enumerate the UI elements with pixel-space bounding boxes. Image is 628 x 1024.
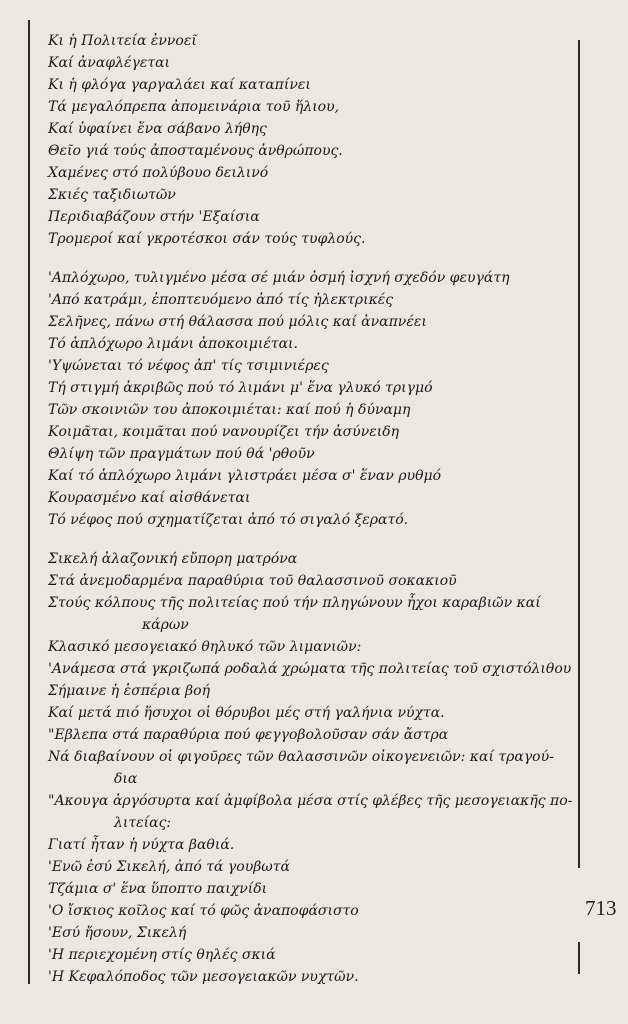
verse-line-continuation: κάρων: [142, 617, 189, 633]
right-margin-rule-upper: [578, 40, 580, 868]
verse-line: Νά διαβαίνουν οἱ φιγοῦρες τῶν θαλασσινῶν οἰκογενειῶν: καί τραγού-: [48, 749, 554, 765]
verse-line: Θλίψη τῶν πραγμάτων πού θά 'ρθοῦν: [48, 446, 315, 462]
verse-line: 'Ενῶ ἐσύ Σικελή, ἀπό τά γουβωτά: [48, 859, 290, 875]
verse-line: 'Η Κεφαλόποδος τῶν μεσογειακῶν νυχτῶν.: [48, 969, 359, 985]
poem-text: [48, 30, 576, 988]
verse-line-continuation: λιτείας:: [114, 815, 172, 831]
verse-line: Σελῆνες, πάνω στή θάλασσα πού μόλις καί ἀναπνέει: [48, 314, 427, 330]
verse-line: 'Απλόχωρο, τυλιγμένο μέσα σέ μιάν ὀσμή ἰσχνή σχεδόν φευγάτη: [48, 270, 510, 286]
verse-line: Χαμένες στό πολύβουο δειλινό: [48, 165, 269, 181]
verse-line: "Ακουγα ἀργόσυρτα καί ἀμφίβολα μέσα στίς φλέβες τῆς μεσογειακῆς πο-: [48, 793, 573, 809]
verse-line: Καί μετά πιό ἥσυχοι οἱ θόρυβοι μές στή γαλήνια νύχτα.: [48, 705, 445, 721]
stanza-1: [48, 30, 576, 250]
verse-line: 'Υψώνεται τό νέφος ἀπ' τίς τσιμινιέρες: [48, 358, 329, 374]
verse-line: Κι ἡ φλόγα γαργαλάει καί καταπίνει: [48, 77, 311, 93]
stanza-3: [48, 548, 576, 988]
verse-line: Κοιμᾶται, κοιμᾶται πού νανουρίζει τήν ἀσύνειδη: [48, 424, 400, 440]
verse-line: Σικελή ἀλαζονική εὔπορη ματρόνα: [48, 551, 298, 567]
verse-line: 'Ανάμεσα στά γκριζωπά ροδαλά χρώματα τῆς πολιτείας τοῦ σχιστόλιθου: [48, 661, 572, 677]
verse-line: Κλασικό μεσογειακό θηλυκό τῶν λιμανιῶν:: [48, 639, 362, 655]
verse-line-continuation: δια: [114, 771, 138, 787]
verse-line: 'Εσύ ἤσουν, Σικελή: [48, 925, 187, 941]
verse-line: Καί ὑφαίνει ἕνα σάβανο λήθης: [48, 121, 267, 137]
verse-line: Τά μεγαλόπρεπα ἀπομεινάρια τοῦ ἥλιου,: [48, 99, 340, 115]
verse-line: Σκιές ταξιδιωτῶν: [48, 187, 176, 203]
right-margin-rule-lower: [578, 942, 580, 974]
verse-line: Κουρασμένο καί αἰσθάνεται: [48, 490, 251, 506]
verse-line: 'Η περιεχομένη στίς θηλές σκιά: [48, 947, 276, 963]
stanza-2: [48, 267, 576, 531]
verse-line: "Εβλεπα στά παραθύρια πού φεγγοβολοῦσαν σάν ἄστρα: [48, 727, 449, 743]
verse-line: Κι ἡ Πολιτεία ἐννοεῖ: [48, 33, 197, 49]
verse-line: Γιατί ἦταν ἡ νύχτα βαθιά.: [48, 837, 235, 853]
verse-line: Τό νέφος πού σχηματίζεται ἀπό τό σιγαλό ξερατό.: [48, 512, 409, 528]
verse-line: Καί ἀναφλέγεται: [48, 55, 171, 71]
verse-line: Θεῖο γιά τούς ἀποσταμένους ἀνθρώπους.: [48, 143, 343, 159]
verse-line: Στούς κόλπους τῆς πολιτείας πού τήν πληγώνουν ἦχοι καραβιῶν καί: [48, 595, 541, 611]
verse-line: Τό ἁπλόχωρο λιμάνι ἀποκοιμιέται.: [48, 336, 298, 352]
verse-line: 'Από κατράμι, ἐποπτευόμενο ἀπό τίς ἠλεκτρικές: [48, 292, 394, 308]
left-margin-rule: [28, 20, 30, 984]
verse-line: Περιδιαβάζουν στήν 'Εξαίσια: [48, 209, 260, 225]
verse-line: Στά ἀνεμοδαρμένα παραθύρια τοῦ θαλασσινοῦ σοκακιοῦ: [48, 573, 457, 589]
verse-line: Σήμαινε ἡ ἑσπέρια βοή: [48, 683, 210, 699]
verse-line: 'Ο ἴσκιος κοῖλος καί τό φῶς ἀναποφάσιστο: [48, 903, 359, 919]
verse-line: Τζάμια σ' ἕνα ὕποπτο παιχνίδι: [48, 881, 268, 897]
verse-line: Τρομεροί καί γκροτέσκοι σάν τούς τυφλούς.: [48, 231, 366, 247]
verse-line: Καί τό ἁπλόχωρο λιμάνι γλιστράει μέσα σ' ἕναν ρυθμό: [48, 468, 442, 484]
verse-line: Τῶν σκοινιῶν του ἀποκοιμιέται: καί πού ἡ δύναμη: [48, 402, 411, 418]
page-number: 713: [585, 896, 617, 920]
verse-line: Τή στιγμή ἀκριβῶς πού τό λιμάνι μ' ἕνα γλυκό τριγμό: [48, 380, 433, 396]
